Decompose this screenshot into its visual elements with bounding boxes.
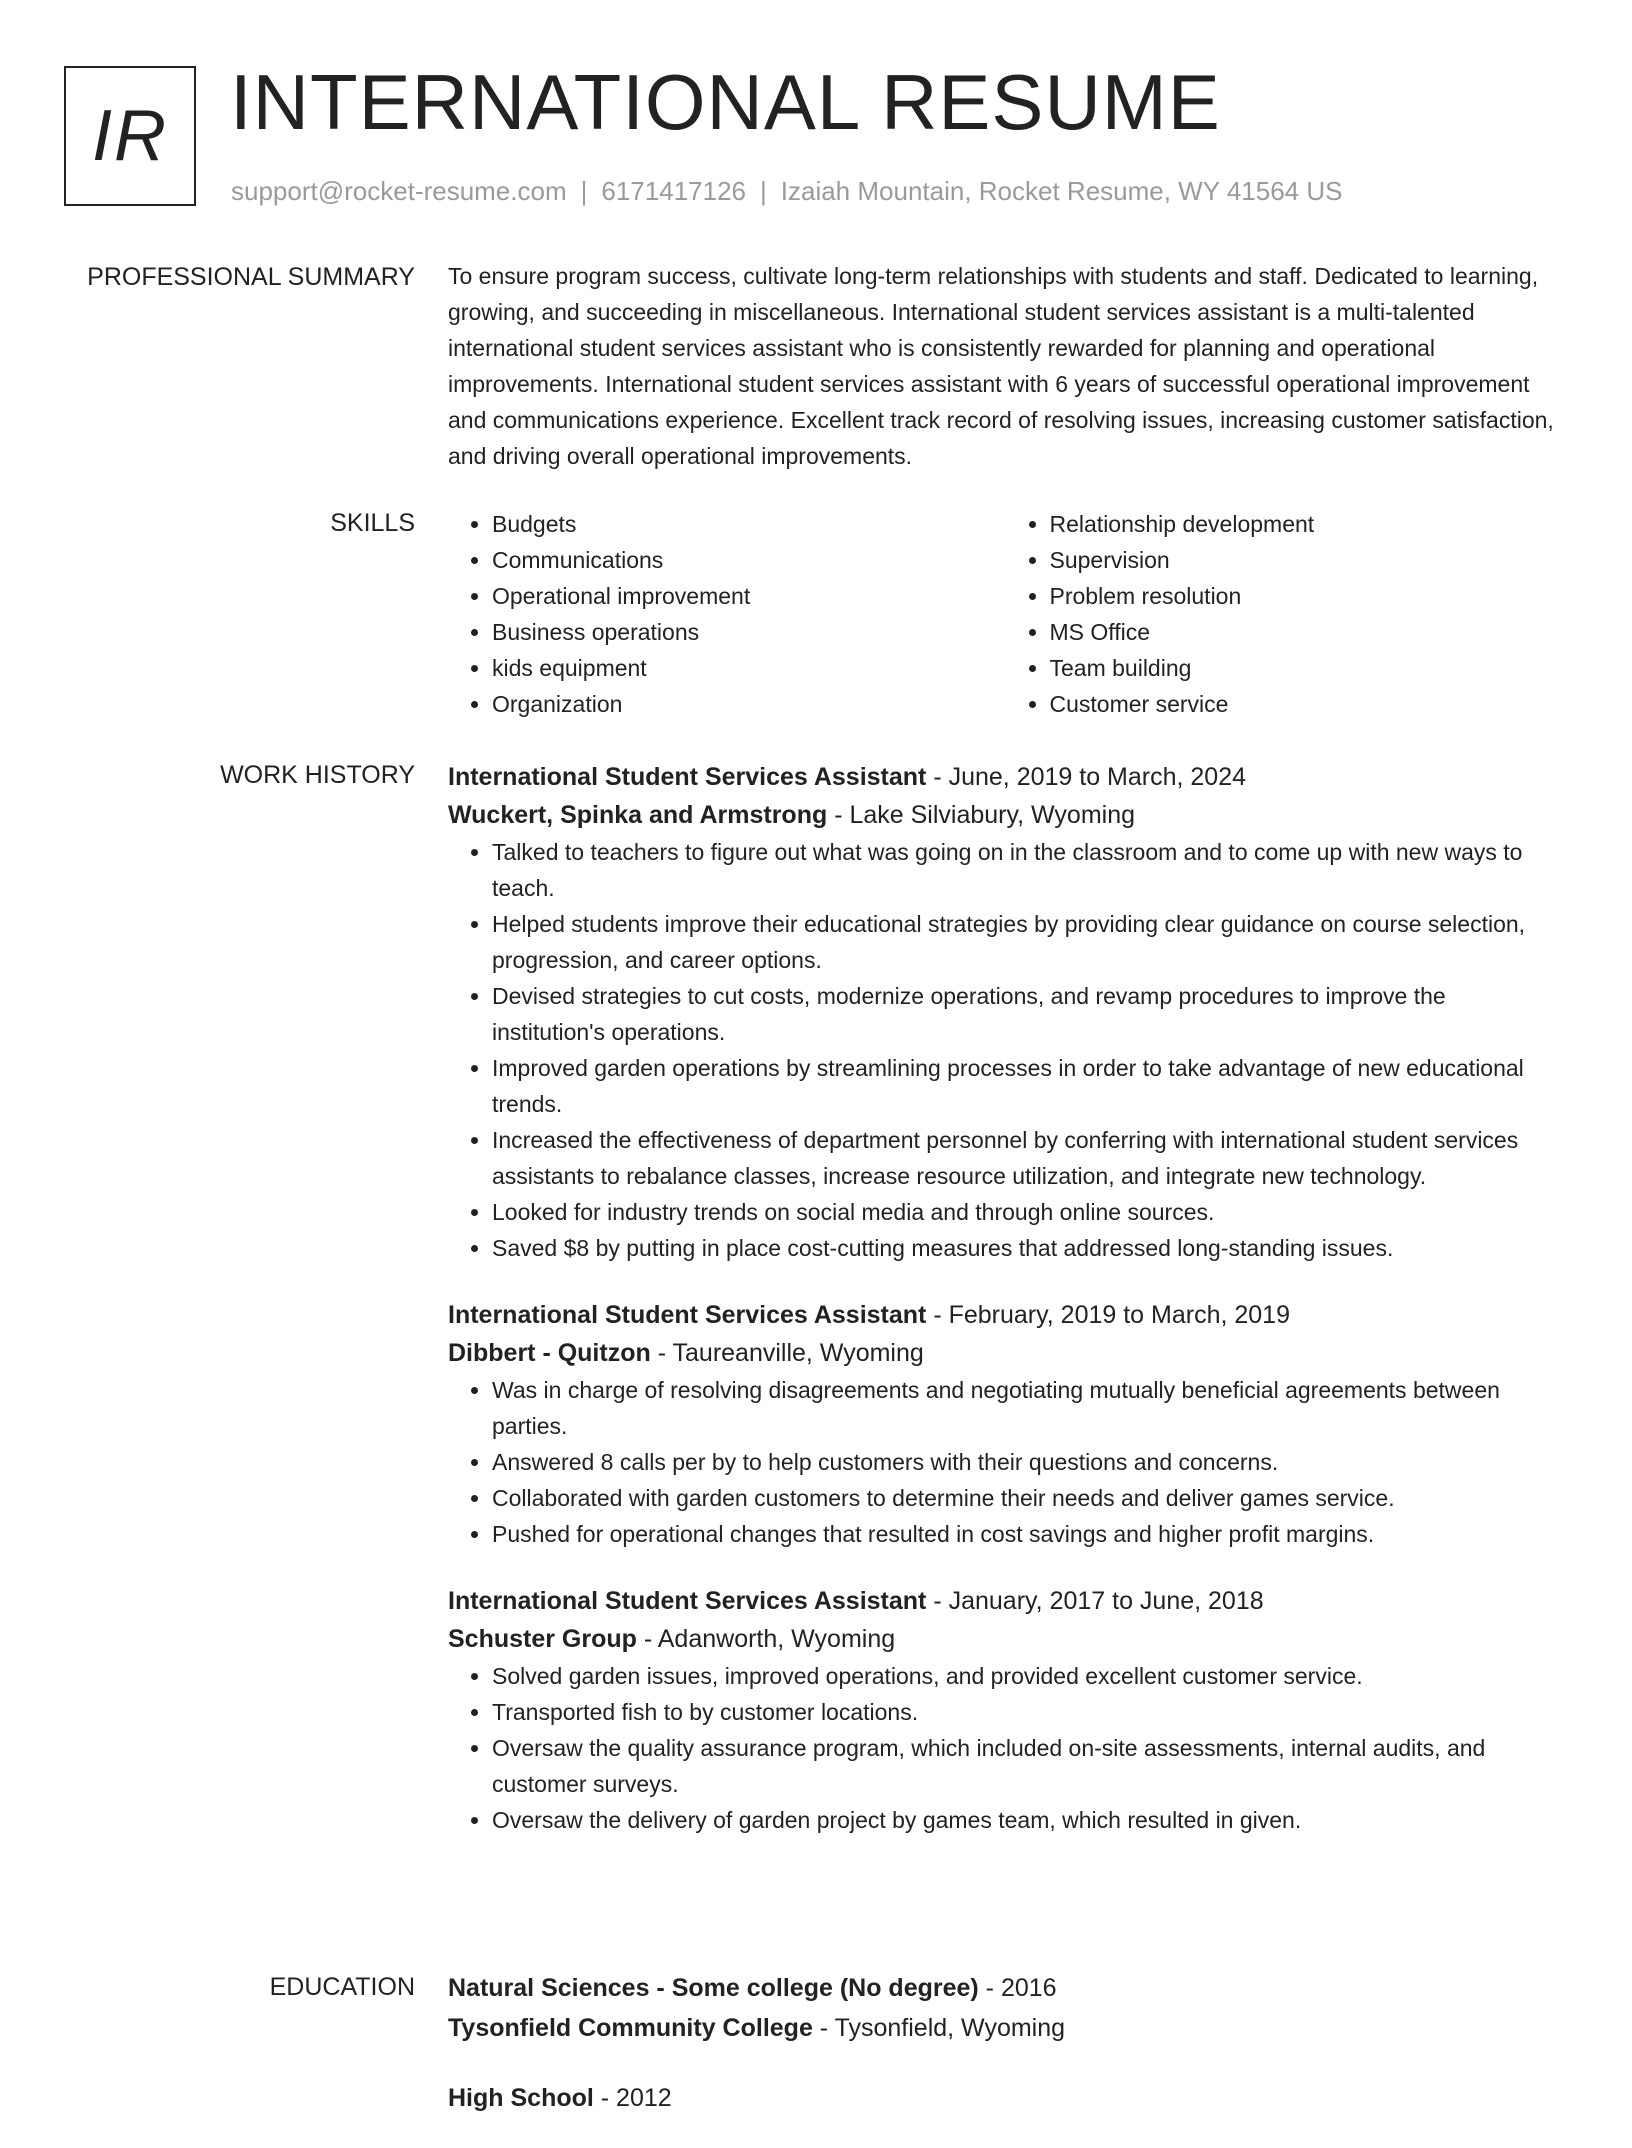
page-title: INTERNATIONAL RESUME	[230, 58, 1221, 146]
skill-item: • Customer service	[1050, 686, 1564, 722]
contact-separator: |	[580, 176, 588, 206]
skill-item: • Problem resolution	[1050, 578, 1564, 614]
skill-item: • Operational improvement	[492, 578, 1006, 614]
job-bullet: • Helped students improve their educational strategies by providing clear guidance on course selection, progression, and career options.	[492, 906, 1563, 978]
job-entry	[448, 1582, 1563, 1838]
job-location: - Taureanville, Wyoming	[650, 1339, 924, 1367]
job-company-line	[448, 1620, 1563, 1658]
job-company: Schuster Group	[448, 1625, 637, 1653]
job-bullet: • Was in charge of resolving disagreements and negotiating mutually beneficial agreements between parties.	[492, 1372, 1563, 1444]
summary-text: To ensure program success, cultivate long-term relationships with students and staff. Dedicated to learning, growing, and succeeding in miscellaneous. International student services assistant is a multi-talented international student services assistant who is consistently rewarded for planning and operational improvements. International student services assistant with 6 years of successful operational improvement and communications experience. Excellent track record of resolving issues, increasing customer satisfaction, and driving overall operational improvements.	[448, 263, 1554, 469]
work-history-body	[448, 758, 1563, 1868]
section-label-education: EDUCATION	[269, 1973, 415, 2001]
job-bullet-list	[448, 1372, 1563, 1552]
skills-grid	[448, 506, 1563, 722]
job-bullet: • Solved garden issues, improved operations, and provided excellent customer service.	[492, 1658, 1563, 1694]
job-bullet: • Pushed for operational changes that resulted in cost savings and higher profit margins.	[492, 1516, 1563, 1552]
education-year: - 2016	[978, 1974, 1057, 2002]
job-dates: - February, 2019 to March, 2019	[926, 1301, 1290, 1329]
job-title: International Student Services Assistant	[448, 763, 927, 791]
job-title-line	[448, 1582, 1563, 1620]
job-bullet: • Oversaw the delivery of garden project by games team, which resulted in given.	[492, 1802, 1563, 1838]
section-label-summary: PROFESSIONAL SUMMARY	[87, 263, 415, 291]
education-school-line	[448, 2008, 1563, 2048]
education-body	[448, 1968, 1563, 2148]
job-bullet: • Improved garden operations by streamlining processes in order to take advantage of new educational trends.	[492, 1050, 1563, 1122]
skill-item: • Business operations	[492, 614, 1006, 650]
skills-list-right	[1006, 506, 1564, 722]
job-entry	[448, 758, 1563, 1266]
skill-item: • Budgets	[492, 506, 1006, 542]
job-bullet: • Talked to teachers to figure out what was going on in the classroom and to come up with new ways to teach.	[492, 834, 1563, 906]
education-degree-line	[448, 1968, 1563, 2008]
job-bullet: • Increased the effectiveness of department personnel by conferring with international student services assistants to rebalance classes, increase resource utilization, and integrate new technology.	[492, 1122, 1563, 1194]
contact-email[interactable]: support@rocket-resume.com	[231, 176, 567, 206]
job-company-line	[448, 1334, 1563, 1372]
education-entry	[448, 2078, 1563, 2118]
education-degree: Natural Sciences - Some college (No degree)	[448, 1974, 979, 2002]
job-location: - Lake Silviabury, Wyoming	[827, 801, 1136, 829]
education-degree-line	[448, 2078, 1563, 2118]
job-title-line	[448, 758, 1563, 796]
contact-address: Izaiah Mountain, Rocket Resume, WY 41564 US	[780, 176, 1343, 206]
contact-separator: |	[760, 176, 767, 206]
skill-item: • Team building	[1050, 650, 1564, 686]
skill-item: • Organization	[492, 686, 1006, 722]
section-label-work: WORK HISTORY	[220, 761, 415, 789]
education-school: Tysonfield Community College	[448, 2014, 813, 2042]
job-location: - Adanworth, Wyoming	[636, 1625, 896, 1653]
section-label-skills: SKILLS	[330, 509, 415, 537]
job-entry	[448, 1296, 1563, 1552]
job-bullet: • Saved $8 by putting in place cost-cutting measures that addressed long-standing issues.	[492, 1230, 1563, 1266]
job-company: Wuckert, Spinka and Armstrong	[448, 801, 828, 829]
job-bullet: • Devised strategies to cut costs, modernize operations, and revamp procedures to improve the institution's operations.	[492, 978, 1563, 1050]
job-dates: - January, 2017 to June, 2018	[926, 1587, 1264, 1615]
education-degree: High School	[448, 2084, 594, 2112]
skills-list-left	[448, 506, 1006, 722]
education-entry	[448, 1968, 1563, 2048]
contact-phone[interactable]: 6171417126	[601, 176, 746, 206]
job-title: International Student Services Assistant	[448, 1587, 927, 1615]
skill-item: • Relationship development	[1050, 506, 1564, 542]
education-year: - 2012	[593, 2084, 672, 2112]
job-dates: - June, 2019 to March, 2024	[926, 763, 1247, 791]
job-bullet-list	[448, 1658, 1563, 1838]
skill-item: • Communications	[492, 542, 1006, 578]
skill-item: • kids equipment	[492, 650, 1006, 686]
job-bullet: • Collaborated with garden customers to determine their needs and deliver games service.	[492, 1480, 1563, 1516]
job-bullet: • Answered 8 calls per by to help customers with their questions and concerns.	[492, 1444, 1563, 1480]
job-bullet: • Oversaw the quality assurance program, which included on-site assessments, internal audits, and customer surveys.	[492, 1730, 1563, 1802]
monogram-logo: IR	[64, 66, 196, 206]
skill-item: • MS Office	[1050, 614, 1564, 650]
skills-body	[448, 506, 1563, 722]
job-company: Dibbert - Quitzon	[448, 1339, 651, 1367]
education-location: - Tysonfield, Wyoming	[812, 2014, 1066, 2042]
job-title-line	[448, 1296, 1563, 1334]
job-bullet: • Looked for industry trends on social media and through online sources.	[492, 1194, 1563, 1230]
job-bullet: • Transported fish to by customer locations.	[492, 1694, 1563, 1730]
summary-body	[448, 258, 1563, 474]
job-title: International Student Services Assistant	[448, 1301, 927, 1329]
skill-item: • Supervision	[1050, 542, 1564, 578]
contact-line	[231, 174, 1342, 208]
job-bullet-list	[448, 834, 1563, 1266]
job-company-line	[448, 796, 1563, 834]
